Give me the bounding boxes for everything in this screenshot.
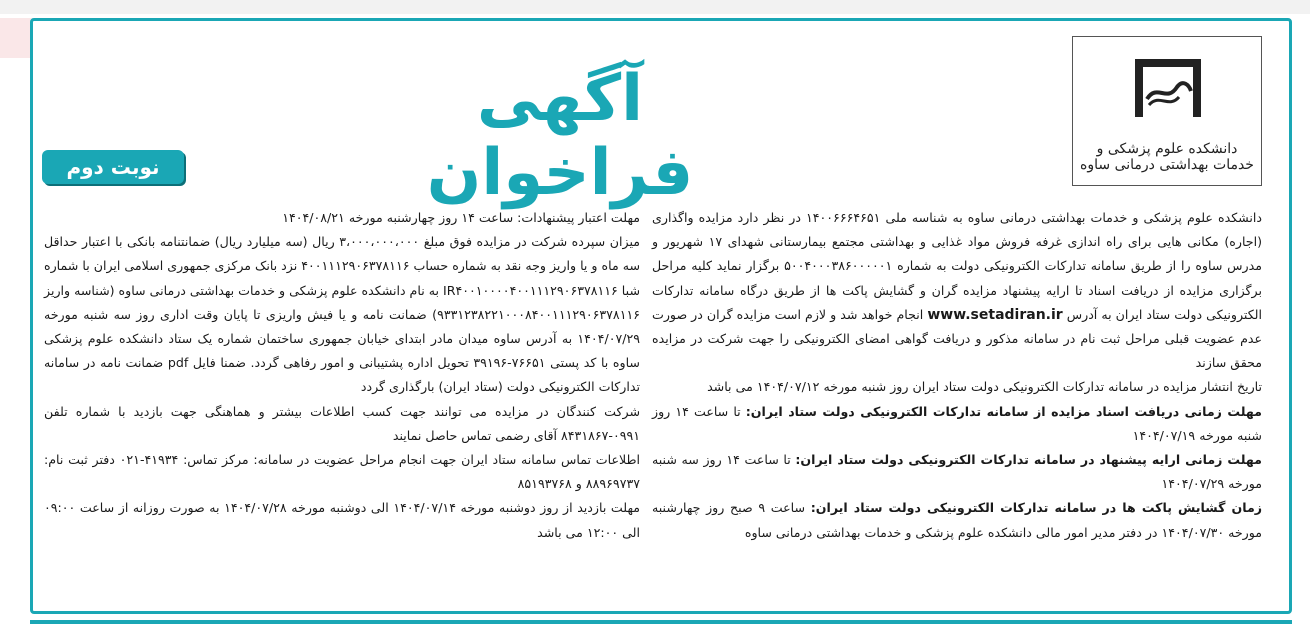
deposit-info: میزان سپرده شرکت در مزایده فوق مبلغ ۳،۰۰۰،۰۰۰،۰۰۰ ریال (سه میلیارد ریال) ضمانتنامه بانکی با اعتبار حداقل سه ماه و یا واریز وجه نقد به شماره حساب ۴۰۰۱۱۱۲۹۰۶۳۷۸۱۱۶ نزد بانک مرکزی جمهوری اسلامی ایران با شماره شبا IR۴۰۰۱۰۰۰۰۴۰۰۱۱۱۲۹۰۶۳۷۸۱۱۶ به نام دانشکده علوم پزشکی و خدمات بهداشتی درمانی ساوه (شناسه واریز ۹۳۳۱۲۳۸۲۲۱۰۰۰۸۴۰۰۱۱۱۲۹۰۶۳۷۸۱۱۶) ضمانت نامه و یا فیش واریزی تا پایان وقت اداری روز سه شنبه مورخه ۱۴۰۴/۰۷/۲۹ به آدرس ساوه میدان مادر ابتدای خیابان جمهوری ساختمان شماره یک ستاد دانشکده علوم پزشکی ساوه با کد پستی ۷۶۶۵۱-۳۹۱۹۶ تحویل اداره پشتیبانی و امور رفاهی گردد. ضمنا فایل pdf ضمانت نامه در سامانه تدارکات الکترونیکی دولت (ستاد ایران) بارگذاری گردد <box>44 234 641 395</box>
visit-info: شرکت کنندگان در مزایده می توانند جهت کسب اطلاعات بیشتر و هماهنگی جهت بازدید با شماره تلفن ۰۹۹۱-۸۴۳۱۸۶۷ آقای رضمی تماس حاصل نمایند <box>44 403 640 443</box>
intro-continuation: انجام خواهد شد و لازم است مزایده گران در صورت عدم عضویت قبلی مراحل ثبت نام در سامانه مذکور و دریافت گواهی امضای الکترونیکی را جهت شرکت در مزایده محقق سازند <box>652 306 1262 371</box>
logo-text: دانشکده علوم پزشکی و خدمات بهداشتی درمانی ساوه <box>1080 141 1254 173</box>
intro-text: دانشکده علوم پزشکی و خدمات بهداشتی درمانی ساوه به شناسه ملی ۱۴۰۰۶۶۶۴۶۵۱ در نظر دارد مزایده واگذاری (اجاره) مکانی هایی برای راه اندازی غرفه فروش مواد غذایی و بهداشتی مجتمع بیمارستانی شهدای ۱۷ شهریور و مدرس ساوه را از طریق سامانه تدارکات الکترونیکی دولت به شماره ۵۰۰۴۰۰۰۳۸۶۰۰۰۰۰۱ برگزار نماید کلیه مراحل برگزاری مزایده از دریافت اسناد تا ارایه پیشنهاد مزایده گران و گشایش پاکت ها از طریق درگاه سامانه تدارکات الکترونیکی دولت ستاد ایران به آدرس <box>652 210 1262 322</box>
university-logo-box <box>1072 36 1262 186</box>
round-badge: نوبت دوم <box>42 150 184 184</box>
page-title: آگهی فراخوان <box>426 62 694 210</box>
publish-date: تاریخ انتشار مزایده در سامانه تدارکات الکترونیکی دولت ستاد ایران روز شنبه مورخه ۱۴۰۴/۰۷/۱۲ می باشد <box>707 379 1262 395</box>
offer-deadline <box>652 448 1262 496</box>
opening-time <box>652 496 1262 544</box>
top-rule <box>0 0 1310 14</box>
docs-deadline-value: تا ساعت ۱۴ روز شنبه مورخه ۱۴۰۴/۰۷/۱۹ <box>652 403 1262 443</box>
left-column <box>44 206 640 545</box>
right-column <box>652 206 1262 545</box>
opening-time-label: زمان گشایش پاکت ها در سامانه تدارکات الکترونیکی دولت ستاد ایران: <box>810 500 1262 516</box>
contact-info: اطلاعات تماس سامانه ستاد ایران جهت انجام مراحل عضویت در سامانه: مرکز تماس: ۴۱۹۳۴-۰۲۱ دفتر ثبت نام: ۸۸۹۶۹۷۳۷ و ۸۵۱۹۳۷۶۸ <box>44 452 640 492</box>
opening-time-value: ساعت ۹ صبح روز چهارشنبه مورخه ۱۴۰۴/۰۷/۳۰ در دفتر مدیر امور مالی دانشکده علوم پزشکی و خدمات بهداشتی درمانی ساوه <box>652 500 1262 540</box>
bottom-rule <box>30 620 1292 624</box>
docs-deadline <box>652 400 1262 448</box>
university-emblem-icon <box>1133 53 1203 123</box>
offer-deadline-value: تا ساعت ۱۴ روز سه شنبه مورخه ۱۴۰۴/۰۷/۲۹ <box>652 452 1262 492</box>
validity-period: مهلت اعتبار پیشنهادات: ساعت ۱۴ روز چهارشنبه مورخه ۱۴۰۴/۰۸/۲۱ <box>282 210 640 225</box>
docs-deadline-label: مهلت زمانی دریافت اسناد مزایده از سامانه تدارکات الکترونیکی دولت ستاد ایران: <box>745 403 1262 419</box>
offer-deadline-label: مهلت زمانی ارایه پیشنهاد در سامانه تدارکات الکترونیکی دولت ستاد ایران: <box>795 452 1262 468</box>
intro-paragraph <box>652 206 1262 375</box>
website-link[interactable]: www.setadiran.ir <box>927 306 1063 323</box>
visit-period: مهلت بازدید از روز دوشنبه مورخه ۱۴۰۴/۰۷/۱۴ الی دوشنبه مورخه ۱۴۰۴/۰۷/۲۸ به صورت روزانه از ساعت ۰۹:۰۰ الی ۱۲:۰۰ می باشد <box>44 500 641 540</box>
